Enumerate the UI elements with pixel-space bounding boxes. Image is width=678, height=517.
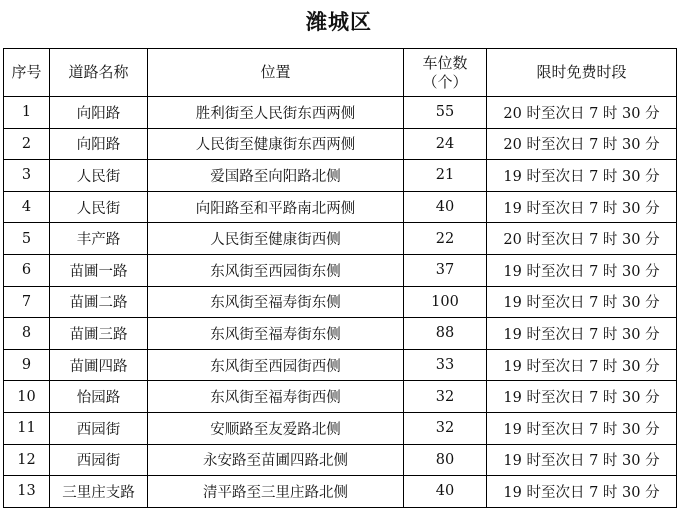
cell-index: 11 <box>4 412 50 444</box>
cell-road-name: 向阳路 <box>50 128 148 160</box>
cell-index: 9 <box>4 349 50 381</box>
cell-road-name: 西园街 <box>50 412 148 444</box>
cell-location: 爱国路至向阳路北侧 <box>148 160 404 192</box>
cell-index: 3 <box>4 160 50 192</box>
table-row <box>4 191 677 223</box>
cell-free-period: 19 时至次日 7 时 30 分 <box>487 254 677 286</box>
cell-location: 胜利街至人民街东西两侧 <box>148 97 404 129</box>
cell-location: 清平路至三里庄路北侧 <box>148 476 404 508</box>
cell-location: 东风街至西园街东侧 <box>148 254 404 286</box>
cell-road-name: 人民街 <box>50 160 148 192</box>
cell-free-period: 19 时至次日 7 时 30 分 <box>487 476 677 508</box>
cell-free-period: 20 时至次日 7 时 30 分 <box>487 97 677 129</box>
cell-location: 安顺路至友爱路北侧 <box>148 412 404 444</box>
cell-free-period: 19 时至次日 7 时 30 分 <box>487 412 677 444</box>
cell-index: 4 <box>4 191 50 223</box>
parking-table <box>3 48 677 508</box>
table-row <box>4 97 677 129</box>
cell-free-period: 20 时至次日 7 时 30 分 <box>487 223 677 255</box>
cell-spaces: 88 <box>404 318 487 350</box>
cell-location: 东风街至福寿街东侧 <box>148 286 404 318</box>
cell-location: 东风街至西园街西侧 <box>148 349 404 381</box>
cell-road-name: 向阳路 <box>50 97 148 129</box>
cell-spaces: 40 <box>404 191 487 223</box>
cell-index: 5 <box>4 223 50 255</box>
cell-spaces: 32 <box>404 381 487 413</box>
cell-spaces: 37 <box>404 254 487 286</box>
cell-index: 6 <box>4 254 50 286</box>
table-row <box>4 349 677 381</box>
cell-road-name: 丰产路 <box>50 223 148 255</box>
cell-index: 10 <box>4 381 50 413</box>
cell-spaces: 100 <box>404 286 487 318</box>
cell-road-name: 苗圃三路 <box>50 318 148 350</box>
header-index: 序号 <box>4 49 50 97</box>
page-title: 潍城区 <box>306 10 372 34</box>
cell-spaces: 80 <box>404 444 487 476</box>
cell-index: 7 <box>4 286 50 318</box>
cell-spaces: 32 <box>404 412 487 444</box>
cell-spaces: 24 <box>404 128 487 160</box>
table-row <box>4 476 677 508</box>
cell-free-period: 19 时至次日 7 时 30 分 <box>487 381 677 413</box>
cell-location: 人民街至健康街西侧 <box>148 223 404 255</box>
cell-index: 1 <box>4 97 50 129</box>
cell-location: 永安路至苗圃四路北侧 <box>148 444 404 476</box>
cell-free-period: 19 时至次日 7 时 30 分 <box>487 318 677 350</box>
cell-road-name: 苗圃四路 <box>50 349 148 381</box>
cell-road-name: 怡园路 <box>50 381 148 413</box>
cell-spaces: 40 <box>404 476 487 508</box>
cell-spaces: 33 <box>404 349 487 381</box>
table-row <box>4 412 677 444</box>
cell-road-name: 苗圃一路 <box>50 254 148 286</box>
table-row <box>4 254 677 286</box>
cell-free-period: 20 时至次日 7 时 30 分 <box>487 128 677 160</box>
cell-spaces: 55 <box>404 97 487 129</box>
cell-free-period: 19 时至次日 7 时 30 分 <box>487 444 677 476</box>
cell-index: 8 <box>4 318 50 350</box>
table-row <box>4 160 677 192</box>
cell-road-name: 三里庄支路 <box>50 476 148 508</box>
table-row <box>4 128 677 160</box>
table-row <box>4 318 677 350</box>
cell-location: 人民街至健康街东西两侧 <box>148 128 404 160</box>
header-road-name: 道路名称 <box>50 49 148 97</box>
table-header-row <box>4 49 677 97</box>
table-row <box>4 381 677 413</box>
header-spaces: 车位数（个） <box>404 49 487 97</box>
table-row <box>4 444 677 476</box>
cell-road-name: 人民街 <box>50 191 148 223</box>
cell-spaces: 21 <box>404 160 487 192</box>
table-row <box>4 223 677 255</box>
header-free-period: 限时免费时段 <box>487 49 677 97</box>
header-location: 位置 <box>148 49 404 97</box>
cell-index: 13 <box>4 476 50 508</box>
cell-free-period: 19 时至次日 7 时 30 分 <box>487 191 677 223</box>
cell-road-name: 苗圃二路 <box>50 286 148 318</box>
cell-location: 向阳路至和平路南北两侧 <box>148 191 404 223</box>
cell-free-period: 19 时至次日 7 时 30 分 <box>487 286 677 318</box>
cell-free-period: 19 时至次日 7 时 30 分 <box>487 160 677 192</box>
cell-index: 2 <box>4 128 50 160</box>
cell-location: 东风街至福寿街东侧 <box>148 318 404 350</box>
cell-free-period: 19 时至次日 7 时 30 分 <box>487 349 677 381</box>
cell-location: 东风街至福寿街西侧 <box>148 381 404 413</box>
cell-road-name: 西园街 <box>50 444 148 476</box>
table-body <box>4 97 677 508</box>
cell-spaces: 22 <box>404 223 487 255</box>
table-row <box>4 286 677 318</box>
cell-index: 12 <box>4 444 50 476</box>
